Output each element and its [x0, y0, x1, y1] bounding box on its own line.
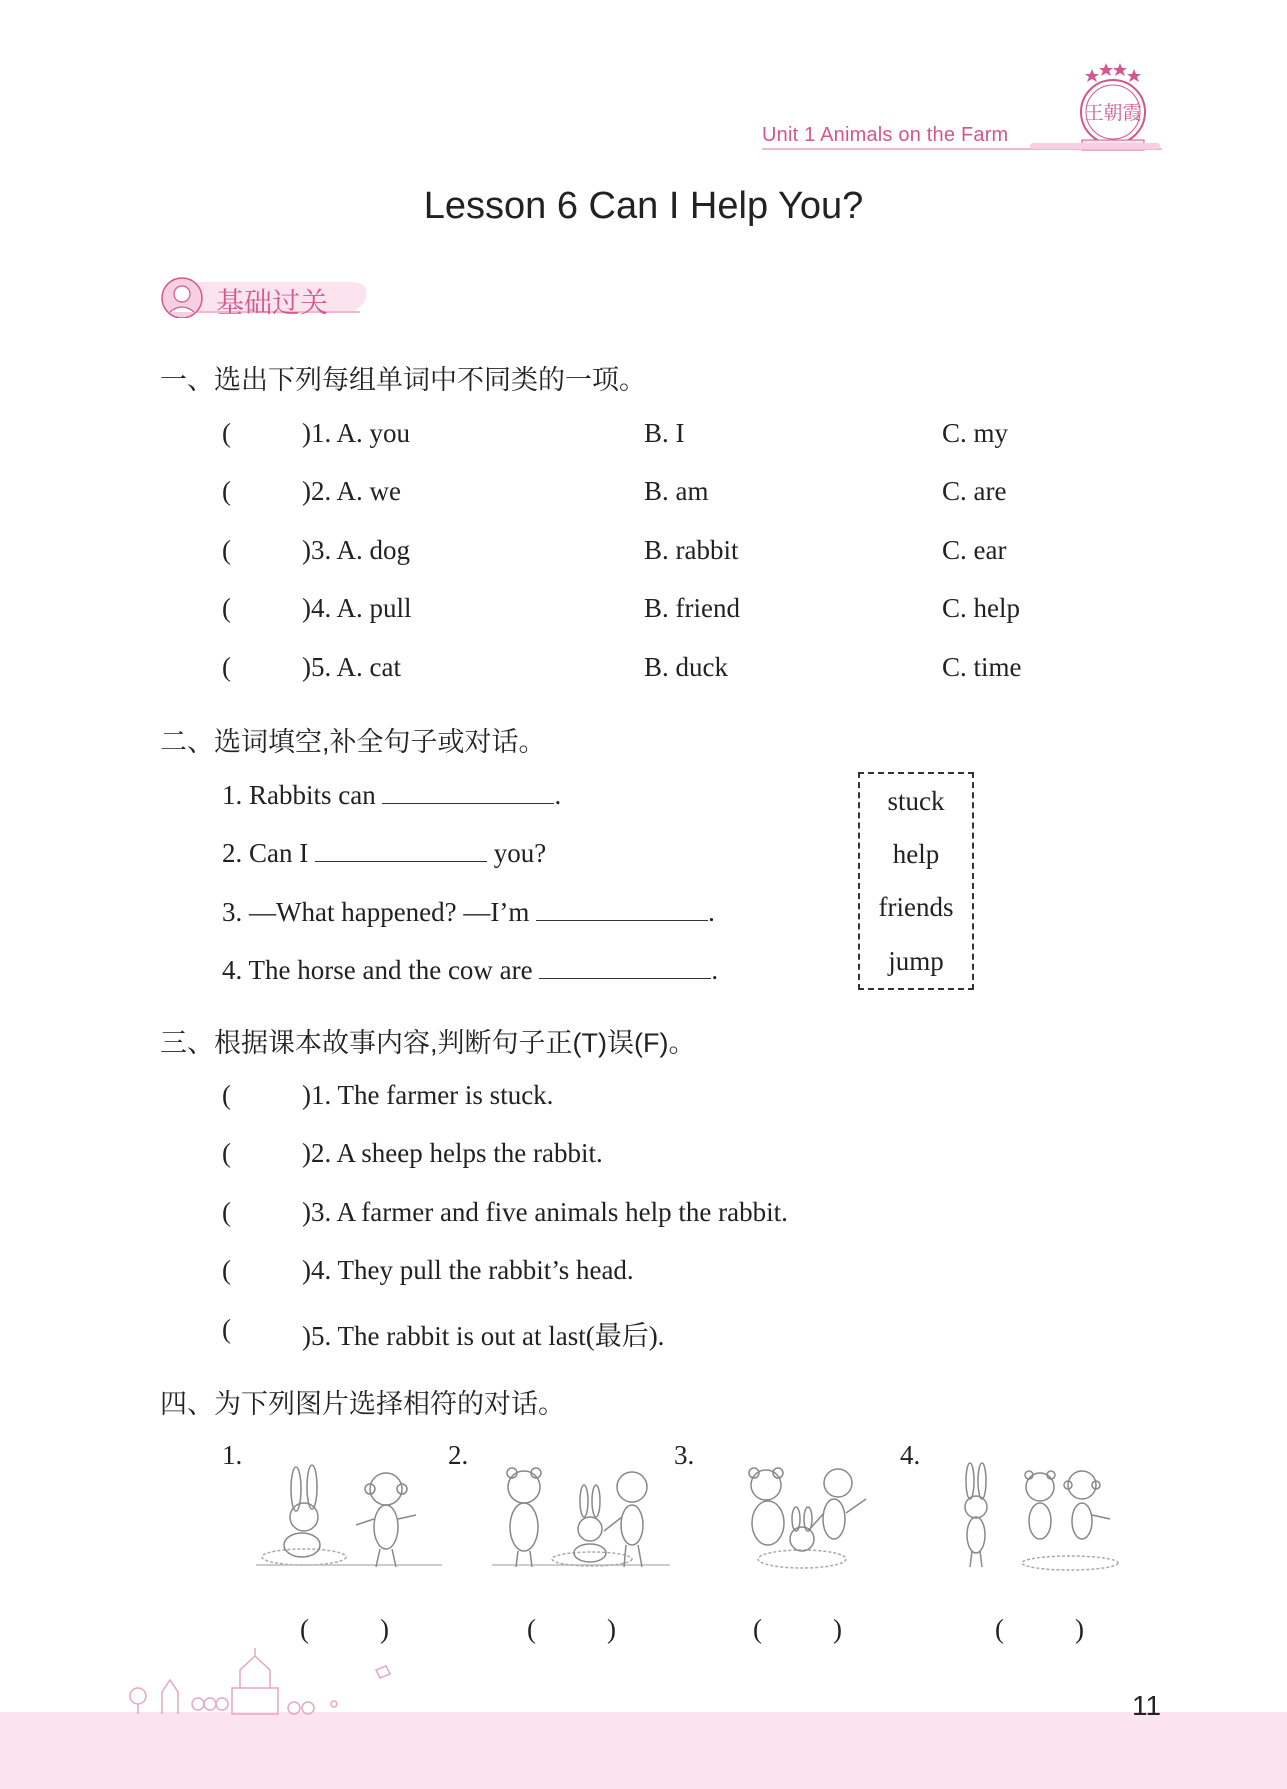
q4-answer-open[interactable]: ( [527, 1614, 536, 1644]
q3-item-paren[interactable]: ( [222, 1080, 231, 1110]
word-bank [858, 772, 974, 990]
q1-item-c: C. help [942, 593, 1020, 623]
q2-s4-text: 4. The horse and the cow are [222, 955, 533, 985]
q1-item-c: C. my [942, 418, 1009, 448]
q1-item-a: )4. A. pull [302, 593, 412, 623]
q3-item-paren[interactable]: ( [222, 1138, 231, 1168]
q4-picture-number: 4. [900, 1440, 921, 1470]
q4-answer-close: ) [380, 1614, 389, 1644]
q4-answer-close: ) [833, 1614, 842, 1644]
q2-s4-blank[interactable] [539, 978, 711, 979]
q3-item-paren[interactable]: ( [222, 1197, 231, 1227]
q4-answer-open[interactable]: ( [300, 1614, 309, 1644]
q2-sentence-3 [222, 897, 715, 928]
q1-item-paren[interactable]: ( [222, 476, 231, 506]
q1-item-b: B. duck [644, 652, 728, 682]
q1-item-a: )5. A. cat [302, 652, 401, 682]
q2-s1-blank[interactable] [382, 803, 554, 804]
logo-text: 王朝霞 [1084, 103, 1142, 124]
q2-s1-end: . [554, 780, 562, 810]
q1-item-b: B. am [644, 476, 709, 506]
q1-item-paren[interactable]: ( [222, 593, 231, 623]
q1-item-c: C. time [942, 652, 1022, 682]
word-bank-item: stuck [887, 786, 945, 816]
q4-illustration-rabbit-stuck-monkey [256, 1455, 442, 1575]
q1-item-b: B. I [644, 418, 685, 448]
q4-picture-number: 1. [222, 1440, 243, 1470]
footer-decoration [124, 1648, 400, 1716]
q2-s3-end: . [708, 897, 715, 927]
q4-illustration-bear-rabbit-monkey [492, 1455, 670, 1575]
header-unit-label: Unit 1 Animals on the Farm [762, 124, 1009, 146]
q2-s4-end: . [711, 955, 719, 985]
q1-heading: 一、选出下列每组单词中不同类的一项。 [160, 365, 646, 395]
q4-illustration-rabbit-free [948, 1455, 1128, 1575]
q4-answer-close: ) [607, 1614, 616, 1644]
q2-s2-text: 2. Can I [222, 838, 309, 868]
q4-answer-open[interactable]: ( [753, 1614, 762, 1644]
section-badge-label: 基础过关 [216, 287, 329, 318]
q3-item-paren[interactable]: ( [222, 1314, 231, 1344]
q1-item-c: C. are [942, 476, 1007, 506]
q4-picture-number: 2. [448, 1440, 469, 1470]
word-bank-item: jump [888, 946, 944, 976]
q3-item-text: )2. A sheep helps the rabbit. [302, 1138, 603, 1168]
q4-answer-close: ) [1075, 1614, 1084, 1644]
q4-illustration-bear-monkey-pulling [726, 1455, 878, 1575]
q1-item-a: )3. A. dog [302, 535, 410, 565]
q3-item-text: )4. They pull the rabbit’s head. [302, 1255, 634, 1285]
q1-item-a: )2. A. we [302, 476, 401, 506]
q1-item-b: B. friend [644, 593, 740, 623]
q4-answer-open[interactable]: ( [995, 1614, 1004, 1644]
q3-heading: 三、根据课本故事内容,判断句子正(T)误(F)。 [160, 1028, 696, 1058]
lesson-title: Lesson 6 Can I Help You? [423, 185, 864, 227]
q1-item-paren[interactable]: ( [222, 652, 231, 682]
q1-item-c: C. ear [942, 535, 1007, 565]
q2-s3-blank[interactable] [536, 920, 708, 921]
q2-s2-end: you? [493, 838, 547, 868]
q2-sentence-4 [222, 955, 718, 986]
q3-item-text: )5. The rabbit is out at last(最后). [302, 1321, 665, 1351]
q3-item-text: )3. A farmer and five animals help the rabbit. [302, 1197, 788, 1227]
q3-item-paren[interactable]: ( [222, 1255, 231, 1285]
q1-item-paren[interactable]: ( [222, 418, 231, 448]
q4-picture-number: 3. [674, 1440, 695, 1470]
word-bank-item: friends [878, 892, 954, 922]
footer-band [0, 1712, 1287, 1789]
q2-heading: 二、选词填空,补全句子或对话。 [160, 727, 546, 757]
header-divider-accent [1030, 143, 1160, 149]
q1-item-paren[interactable]: ( [222, 535, 231, 565]
q2-s1-text: 1. Rabbits can [222, 780, 376, 810]
word-bank-item: help [892, 839, 940, 869]
q4-heading: 四、为下列图片选择相符的对话。 [160, 1389, 565, 1419]
page-number: 11 [1132, 1690, 1162, 1721]
q2-sentence-1 [222, 780, 561, 811]
q3-item-text: )1. The farmer is stuck. [302, 1080, 554, 1110]
q2-sentence-2 [222, 838, 546, 869]
q2-s2-blank[interactable] [315, 861, 487, 862]
q1-item-a: )1. A. you [302, 418, 410, 448]
q2-s3-text: 3. —What happened? —I’m [222, 897, 530, 927]
q1-item-b: B. rabbit [644, 535, 739, 565]
